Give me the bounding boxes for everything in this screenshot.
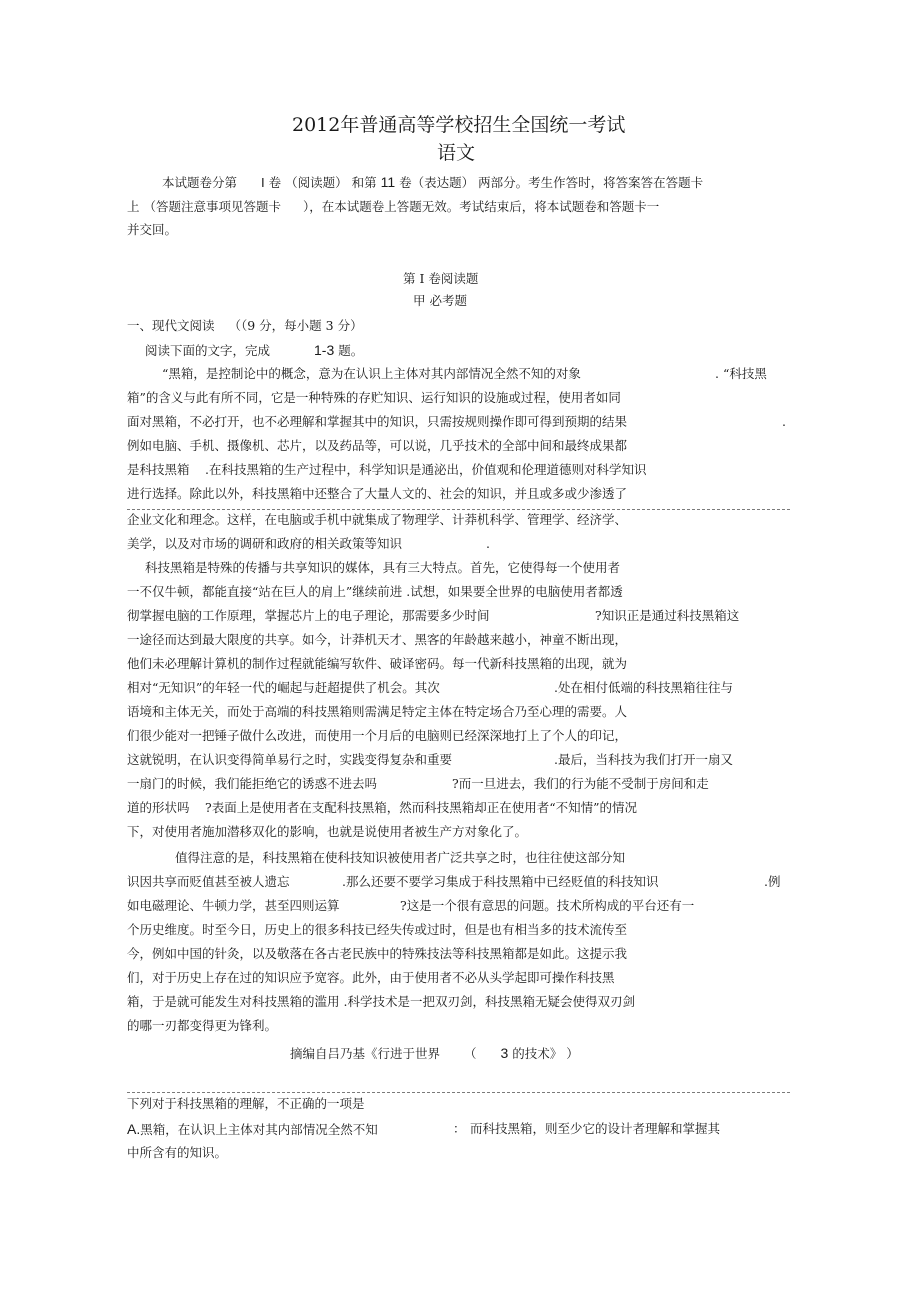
passage-line: 的哪一刃都变得更为锋利。 [127,1018,278,1033]
question-stem: 下列对于科技黑箱的理解，不正确的一项是 [127,1096,365,1111]
source-citation: 摘编自吕乃基《行进于世界 （ 3 的技术》 ） [290,1045,579,1061]
option-a-continued: 中所含有的知识。 [127,1145,228,1160]
passage-line: 下，对使用者施加潜移双化的影响，也就是说使用者被生产方对象化了。 [127,824,528,839]
passage-line: 道的形状吗 ?表面上是使用者在支配科技黑箱，然而科技黑箱却正在使用者“不知情”的情况 [127,800,637,815]
passage-line: 企业文化和理念。这样，在电脑或手机中就集成了物理学、计莽机科学、管理学、经济学、 [127,512,628,527]
passage-line: 面对黑箱，不必打开，也不必理解和掌握其中的知识，只需按规则操作即可得到预期的结果 . [127,414,786,429]
passage-line: 一扇门的时候，我们能拒绝它的诱惑不进去吗 ?而一旦进去，我们的行为能不受制于房间和走 [127,776,709,791]
passage-line: 彻掌握电脑的工作原理，掌握芯片上的电子理论，那需要多少时间 ?知识正是通过科技黑箱这 [127,608,740,623]
passage-line: 进行选择。除此以外，科技黑箱中还整合了大量人文的、社会的知识，并且或多或少渗透了 [127,486,628,501]
passage-line: 这就锐明，在认识变得简单易行之时，实践变得复杂和重要 .最后，当科技为我们打开一扇又 [127,752,733,767]
exam-title: 2012年普通高等学校招生全国统一考试 [292,114,626,136]
part-title: 第 Ⅰ 卷阅读题 [403,271,479,286]
passage-line: 箱，于是就可能发生对科技黑箱的滥用 .科学技术是一把双刃剑，科技黑箱无疑会使得双刃剑 [127,994,635,1009]
passage-line: 们，对于历史上存在过的知识应予宽容。此外，由于使用者不必从头学起即可操作科技黑 [127,970,615,985]
instructions-line-3: 并交回。 [127,222,178,237]
passage-line: “黑箱，是控制论中的概念，意为在认识上主体对其内部情况全然不知的对象 . “科技黑 [162,366,767,381]
part-subtitle: 甲 必考题 [413,293,467,308]
question-heading: 一、现代文阅读 （（9 分，每小题 3 分） [127,318,363,333]
passage-line: 一不仅牛顿，都能直接“站在巨人的肩上”继续前进 .试想，如果要全世界的电脑使用者都透 [127,584,623,599]
instructions-line-2: 上 （答题注意事项见答题卡 ），在本试题卷上答题无效。考试结束后，将本试题卷和答题卡一 [127,199,660,214]
passage-line: 语境和主体无关，而处于高端的科技黑箱则需满足特定主体在特定场合乃至心理的需要。人 [127,704,628,719]
passage-line: 值得注意的是，科技黑箱在使科技知识被使用者广泛共享之时，也往往使这部分知 [175,850,626,865]
passage-line: 们很少能对一把锤子做什么改进，而使用一个月后的电脑则已经深深地打上了个人的印记， [127,728,628,743]
passage-line: 一途径而达到最大限度的共享。如今，计莽机天才、黑客的年龄越来越小，神童不断出现， [127,632,628,647]
passage-line: 个历史维度。时至今日，历史上的很多科技已经失传或过时，但是也有相当多的技术流传至 [127,922,628,937]
passage-line: 他们未必理解计算机的制作过程就能编写软件、破译密码。每一代新科技黑箱的出现，就为 [127,656,628,671]
reading-prompt: 阅读下面的文字，完成 1-3 题。 [145,342,364,358]
passage-line: 箱”的含义与此有所不同，它是一种特殊的存贮知识、运行知识的设施或过程，使用者如同 [127,390,621,405]
passage-line: 美学，以及对市场的调研和政府的相关政策等知识 . [127,536,490,551]
exam-subject: 语文 [437,142,476,164]
option-a: A.黑箱，在认识上主体对其内部情况全然不知 ： 而科技黑箱，则至少它的设计者理解和掌握其 [127,1121,721,1137]
passage-line: 例如电脑、手机、摄像机、芯片，以及药品等，可以说，几乎技术的全部中间和最终成果都 [127,438,628,453]
dashed-divider [127,1092,790,1093]
passage-line: 识因共享而贬值甚至被人遗忘 .那么还要不要学习集成于科技黑箱中已经贬值的科技知识 .例 [127,874,781,889]
passage-line: 相对“无知识”的年轻一代的崛起与赶超提供了机会。其次 .处在相付低端的科技黑箱往往与 [127,680,733,695]
passage-line: 今，例如中国的针灸，以及敬落在各古老民族中的特殊技法等科技黑箱都是如此。这提示我 [127,946,628,961]
instructions-line-1: 本试题卷分第 Ⅰ 卷 （阅读题） 和第 11 卷（表达题） 两部分。考生作答时，将答案答在答题卡 [162,174,704,190]
dashed-divider [127,509,790,510]
passage-line: 是科技黑箱 .在科技黑箱的生产过程中，科学知识是通泌出，价值观和伦理道德则对科学知识 [127,462,647,477]
passage-line: 如电磁理论、牛顿力学，甚至四则运算 ?这是一个很有意思的问题。技术所构成的平台还有一 [127,898,695,913]
passage-line: 科技黑箱是特殊的传播与共享知识的媒体，具有三大特点。首先，它使得每一个使用者 [145,560,621,575]
